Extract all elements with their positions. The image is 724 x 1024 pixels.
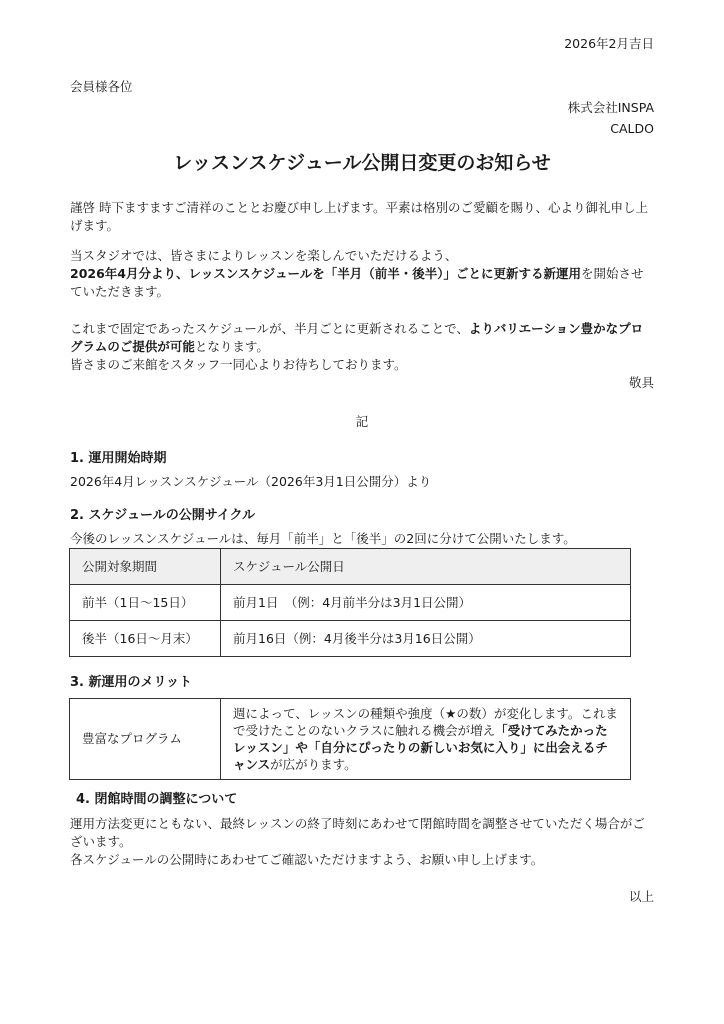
welcome-line: 皆さまのご来館をスタッフ一同心よりお待ちしております。 [70, 357, 407, 372]
table-row [70, 699, 631, 780]
merit-desc-tail: が広がります。 [270, 757, 357, 772]
table-header-row [70, 549, 631, 585]
benefit-tail: となります。 [194, 339, 269, 354]
section3-heading: 3. 新運用のメリット [70, 675, 192, 690]
benefit-bold: よりバリエーション豊かなプログラムのご提供が可能 [70, 321, 644, 354]
addressee: 会員様各位 [70, 79, 133, 94]
merit-description [221, 699, 631, 780]
company-block [568, 97, 654, 139]
table-cell: 前半（1日〜15日） [70, 585, 221, 621]
closing-keigu: 敬具 [628, 375, 654, 390]
announcement-bold: 2026年4月分より、レッスンスケジュールを「半月（前半・後半）」ごとに更新する新運用 [70, 266, 581, 281]
greeting-paragraph: 謹啓 時下ますますご清祥のこととお慶び申し上げます。平素は格別のご愛顧を賜り、心より御礼申し上げます。 [70, 200, 648, 233]
table-cell: 後半（16日〜月末） [70, 621, 221, 657]
company-name: 株式会社INSPA [567, 100, 654, 115]
section4-text [70, 815, 655, 869]
document-title: レッスンスケジュール公開日変更のお知らせ [173, 152, 551, 174]
table-row [70, 621, 631, 657]
document-date: 2026年2月吉日 [564, 36, 654, 51]
section4-line2: 各スケジュールの公開時にあわせてご確認いただけますよう、お願い申し上げます。 [70, 852, 544, 867]
section4-heading: 4. 閉館時間の調整について [76, 792, 238, 807]
merit-desc-bold: 「受けてみたかったレッスン」や「自分にぴったりの新しいお気に入り」に出会えるチャンス [233, 723, 608, 772]
ki-marker: 記 [355, 414, 369, 429]
benefit-paragraph [70, 320, 655, 374]
section2-text: 今後のレッスンスケジュールは、毎月「前半」と「後半」の2回に分けて公開いたします。 [70, 531, 576, 546]
announcement-paragraph [70, 247, 655, 301]
section4-line1: 運用方法変更にともない、最終レッスンの終了時刻にあわせて閉館時間を調整させていただく場合がございます。 [70, 816, 645, 849]
table-header-cell: 公開対象期間 [70, 549, 221, 585]
announcement-tail: を開始させていただきます。 [70, 266, 644, 299]
company-brand: CALDO [610, 121, 654, 136]
end-marker: 以上 [628, 889, 654, 904]
merit-table [69, 698, 631, 780]
section1-heading: 1. 運用開始時期 [70, 451, 167, 466]
merit-desc-lead: 週によって、レッスンの種類や強度（★の数）が変化します。これまで受けたことのないクラスに触れる機会が増え [233, 706, 618, 738]
table-header-cell: スケジュール公開日 [221, 549, 631, 585]
benefit-lead: これまで固定であったスケジュールが、半月ごとに更新されることで、 [70, 321, 469, 336]
section2-heading: 2. スケジュールの公開サイクル [70, 508, 256, 523]
table-row [70, 585, 631, 621]
section1-text: 2026年4月レッスンスケジュール（2026年3月1日公開分）より [70, 474, 432, 489]
table-cell: 前月16日（例：4月後半分は3月16日公開） [221, 621, 631, 657]
announcement-lead: 当スタジオでは、皆さまによりレッスンを楽しんでいただけるよう、 [70, 248, 458, 263]
merit-label: 豊富なプログラム [70, 699, 221, 780]
schedule-table [69, 548, 631, 657]
table-cell: 前月1日 （例：4月前半分は3月1日公開） [221, 585, 631, 621]
